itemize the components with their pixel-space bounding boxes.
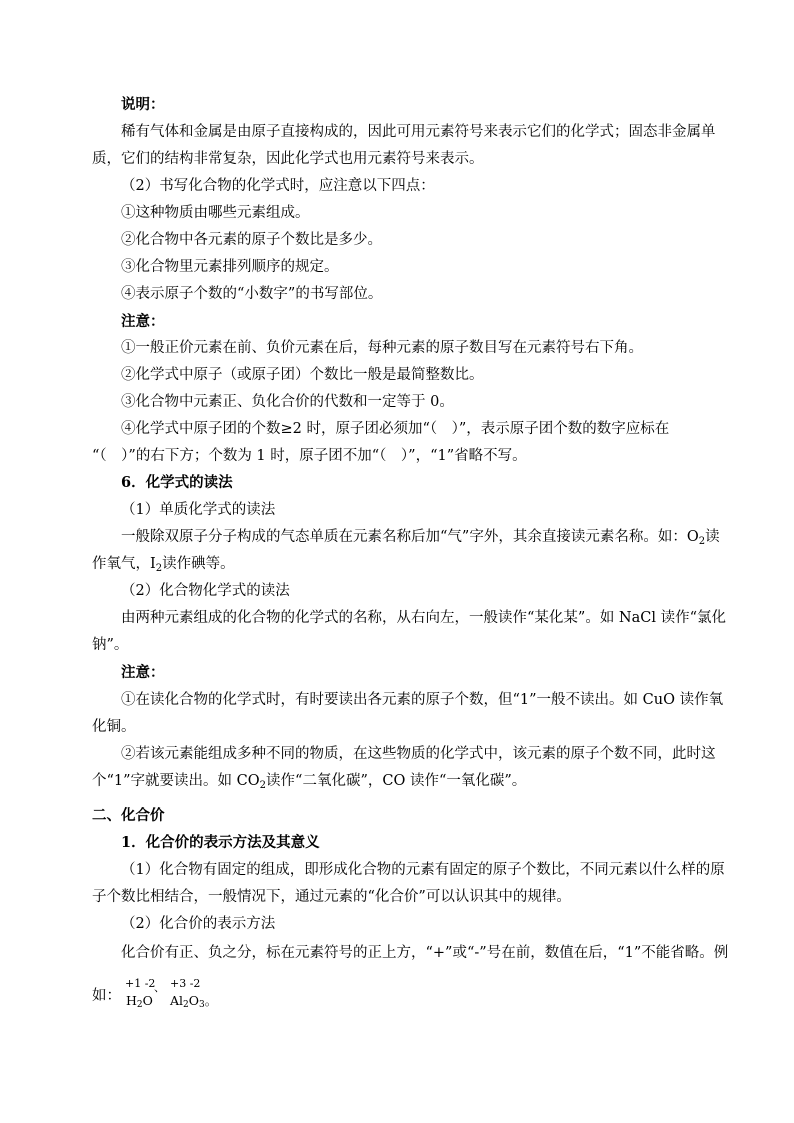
point-3: ③化合物里元素排列顺序的规定。 [121, 259, 339, 275]
note-line-2: 质，它们的结构非常复杂，因此化学式也用元素符号来表示。 [92, 151, 484, 167]
note-label: 说明： [121, 96, 165, 113]
valence-examples [92, 978, 292, 1018]
part-2-p1-line2: 子个数比相结合，一般情况下，通过元素的“化合价”可以认识其中的规律。 [92, 889, 571, 905]
part-2-heading: 二、化合价 [92, 807, 165, 824]
attention-3: ③化合物中元素正、负化合价的代数和一定等于 0。 [121, 394, 454, 410]
attention-1: ①一般正价元素在前、负价元素在后，每种元素的原子数目写在元素符号右下角。 [121, 340, 643, 356]
section-6-heading: 6．化学式的读法 [121, 474, 233, 491]
example-2-valences: +3 -2 [170, 977, 201, 990]
point-1: ①这种物质由哪些元素组成。 [121, 205, 310, 221]
rule-heading: （2）书写化合物的化学式时，应注意以下四点： [121, 178, 435, 194]
part-2-sub1-heading: 1．化合价的表示方法及其意义 [121, 834, 320, 851]
section-6-att1-line2: 化铜。 [92, 719, 136, 735]
attention-4: ④化学式中原子团的个数≥2 时，原子团必须加“（ ）”，表示原子团个数的数字应标在 [121, 421, 670, 437]
attention-2: ②化学式中原子（或原子团）个数比一般是最简整数比。 [121, 367, 484, 383]
example-1-valences: +1 -2 [125, 977, 156, 990]
attention-4-cont: “（ ）”的右下方；个数为 1 时，原子团不加“（ ）”，“1”省略不写。 [92, 448, 527, 464]
section-6-att2-line2: 个“1”字就要读出。如 $CO_2$读作“二氧化碳”，CO 读作“一氧化碳”。 [92, 773, 527, 791]
section-6-sub2-text-2: 钠”。 [92, 637, 129, 653]
note-line-1: 稀有气体和金属是由原子直接构成的，因此可用元素符号来表示它们的化学式；固态非金属单 [121, 124, 716, 140]
section-6-att2-line1: ②若该元素能组成多种不同的物质，在这些物质的化学式中，该元素的原子个数不同，此时这 [121, 746, 716, 762]
attention-label: 注意： [121, 313, 165, 330]
part-2-p1-line1: （1）化合物有固定的组成，即形成化合物的元素有固定的原子个数比，不同元素以什么样的原 [121, 862, 725, 878]
point-2: ②化合物中各元素的原子个数比是多少。 [121, 232, 382, 248]
section-6-sub1: （1）单质化学式的读法 [121, 502, 276, 518]
section-6-att1-line1: ①在读化合物的化学式时，有时要读出各元素的原子个数，但“1”一般不读出。如 CuO 读作氧 [121, 692, 724, 708]
part-2-p2-line1: 化合价有正、负之分，标在元素符号的正上方，“+”或“-”号在前，数值在后，“1”不能省略。例 [121, 945, 729, 961]
section-6-sub1-text-1: 一般除双原子分子构成的气态单质在元素名称后加“气”字外，其余直接读元素名称。如：$O_2$读 [121, 529, 720, 547]
example-separator: 、 [154, 981, 165, 994]
example-label: 如： [92, 988, 121, 1004]
formula-h2o: $H_2O$ [126, 993, 153, 1010]
section-6-attention-label: 注意： [121, 664, 165, 681]
point-4: ④表示原子个数的“小数字”的书写部位。 [121, 286, 383, 302]
section-6-sub1-text-2: 作氧气，$I_2$读作碘等。 [92, 556, 235, 574]
part-2-p2-heading: （2）化合价的表示方法 [121, 916, 276, 932]
section-6-sub2-text-1: 由两种元素组成的化合物的化学式的名称，从右向左，一般读作“某化某”。如 NaCl 读作“氯化 [121, 610, 727, 626]
section-6-sub2: （2）化合物化学式的读法 [121, 583, 290, 599]
formula-al2o3: $Al_2O_3$。 [170, 993, 218, 1010]
